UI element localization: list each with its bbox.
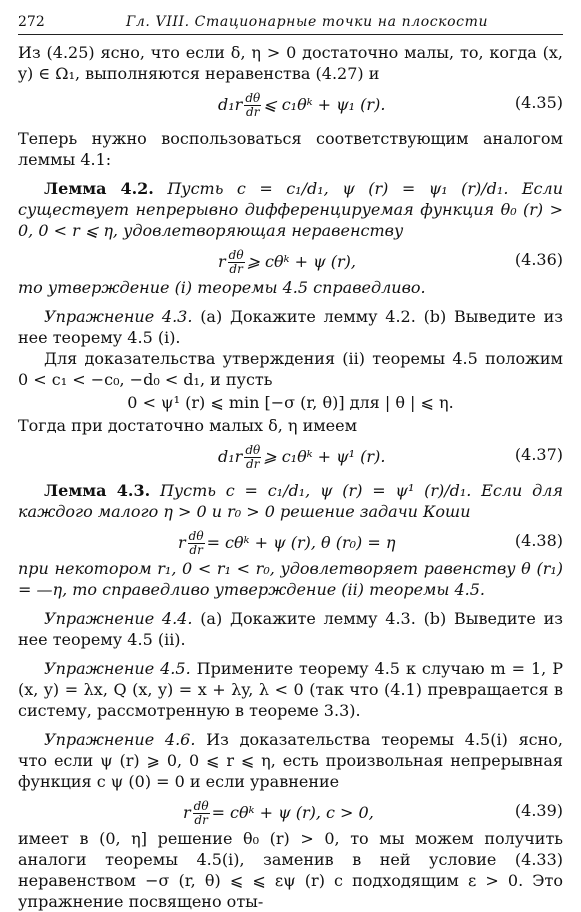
equation-4-35: d₁r $\frac{d\theta}{dr}$ ⩽ c₁θᵏ + ψ₁ (r). (4.35) <box>218 91 563 119</box>
lemma-4-3-conclusion: при некотором r₁, 0 < r₁ < r₀, удовлетворяет равенству θ (r₁) = —η, то справедливо утверждение (ii) теоремы 4.5. <box>18 559 563 599</box>
exercise-4-5: Упражнение 4.5. Примените теорему 4.5 к случаю m = 1, P (x, y) = λx, Q (x, y) = x + λy, λ < 0 (так что (4.1) превращается в систему, рассмотренную в теореме 3.3). <box>18 659 564 720</box>
paragraph-final: имеет в (0, η] решение θ₀ (r) > 0, то мы можем получить аналоги теоремы 4.5(i), заменив в ней условие (4.33) неравенством −σ (r, θ) ⩽ ⩽ εψ (r) с подходящим ε > 0. Это упражнение посвящено оты- <box>18 829 563 911</box>
lemma-4-3: Лемма 4.3. Пусть c = c₁/d₁, ψ (r) = ψ¹ (r)/d₁. Если для каждого малого η > 0 и r₀ > 0 решение задачи Коши <box>18 481 563 521</box>
lemma-label: Лемма 4.2. <box>44 179 154 198</box>
exercise-4-3: Упражнение 4.3. (а) Докажите лемму 4.2. (b) Выведите из нее теорему 4.5 (i). <box>18 307 563 347</box>
paragraph-intro: Из (4.25) ясно, что если δ, η > 0 достаточно малы, то, когда (x, y) ∈ Ω₁, выполняются неравенства (4.27) и <box>18 43 563 83</box>
equation-4-36: r $\frac{d\theta}{dr}$ ⩾ cθᵏ + ψ (r), (4.36) <box>218 248 563 276</box>
lemma-4-2: Лемма 4.2. Пусть c = c₁/d₁, ψ (r) = ψ₁ (r)/d₁. Если существует непрерывно дифференцируемая функция θ₀ (r) > 0, 0 < r ⩽ η, удовлетворяющая неравенству <box>18 179 564 240</box>
exercise-label: Упражнение 4.6. <box>44 730 196 749</box>
chapter-title: Гл. VIII. Стационарные точки на плоскости <box>126 14 489 30</box>
condition-line: 0 < ψ¹ (r) ⩽ min [−σ (r, θ)] для | θ | ⩽ η. <box>127 393 454 412</box>
equation-number: (4.37) <box>514 445 563 464</box>
equation-number: (4.39) <box>514 801 563 820</box>
equation-number: (4.36) <box>514 250 563 269</box>
exercise-4-4: Упражнение 4.4. (а) Докажите лемму 4.3. (b) Выведите из нее теорему 4.5 (ii). <box>18 609 563 649</box>
paragraph-transition: Теперь нужно воспользоваться соответствующим аналогом леммы 4.1: <box>18 129 563 169</box>
lemma-label: Лемма 4.3. <box>44 481 151 500</box>
equation-4-38: r $\frac{d\theta}{dr}$ = cθᵏ + ψ (r), θ (r₀) = η (4.38) <box>178 529 563 557</box>
running-header <box>18 8 563 35</box>
paragraph-proof-ii: Для доказательства утверждения (ii) теоремы 4.5 положим 0 < c₁ < −c₀, −d₀ < d₁, и пусть <box>18 349 563 389</box>
equation-4-39: r $\frac{d\theta}{dr}$ = cθᵏ + ψ (r), c > 0, (4.39) <box>183 799 563 827</box>
lemma-4-2-conclusion: то утверждение (i) теоремы 4.5 справедливо. <box>18 278 426 297</box>
book-page <box>18 8 563 912</box>
paragraph-then: Тогда при достаточно малых δ, η имеем <box>18 416 358 435</box>
page-number: 272 <box>18 14 45 30</box>
exercise-4-6: Упражнение 4.6. Из доказательства теоремы 4.5(i) ясно, что если ψ (r) ⩾ 0, 0 ⩽ r ⩽ η, есть произвольная непрерывная функция с ψ (0) = 0 и если уравнение <box>18 730 563 791</box>
equation-4-37: d₁r $\frac{d\theta}{dr}$ ⩾ c₁θᵏ + ψ¹ (r). (4.37) <box>218 443 563 471</box>
exercise-label: Упражнение 4.5. <box>44 659 191 678</box>
page-body <box>18 42 563 912</box>
equation-number: (4.35) <box>514 93 563 112</box>
exercise-label: Упражнение 4.3. <box>44 307 193 326</box>
exercise-label: Упражнение 4.4. <box>44 609 193 628</box>
equation-number: (4.38) <box>514 531 563 550</box>
